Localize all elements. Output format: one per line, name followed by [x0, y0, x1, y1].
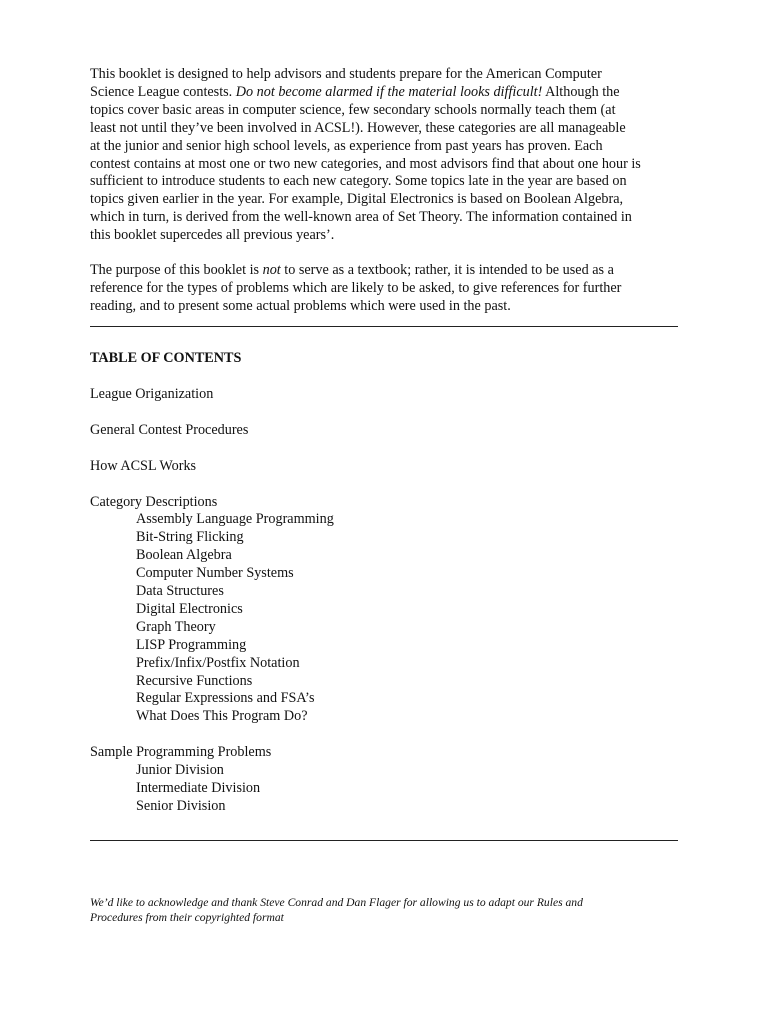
intro-text: Although the [542, 83, 620, 100]
table-of-contents [90, 386, 690, 816]
toc-subentry-division: Junior Division [136, 762, 224, 779]
toc-subentry-category: Bit-String Flicking [136, 529, 244, 546]
toc-entry-sample-programming-problems: Sample Programming Problems [90, 744, 272, 761]
purpose-paragraph [90, 262, 690, 316]
intro-line: topics cover basic areas in computer science, few secondary schools normally teach them (at [90, 101, 616, 118]
intro-line: at the junior and senior high school levels, as experience from past years has proven. Each [90, 137, 603, 154]
toc-subentry-category: Regular Expressions and FSA’s [136, 690, 315, 707]
toc-subentry-category: Graph Theory [136, 618, 216, 635]
intro-text: Science League contests. [90, 83, 236, 100]
intro-line: sufficient to introduce students to each new category. Some topics late in the year are based on [90, 173, 627, 190]
toc-subentry-division: Intermediate Division [136, 780, 261, 797]
toc-entry-league-organization: League Origanization [90, 385, 214, 402]
purpose-line: reference for the types of problems which are likely to be asked, to give references for further [90, 279, 622, 296]
intro-line: this booklet supercedes all previous years’. [90, 227, 335, 244]
intro-line [90, 84, 690, 102]
purpose-line [90, 262, 690, 280]
toc-subentry-category: Digital Electronics [136, 600, 243, 617]
toc-subentry-category: Boolean Algebra [136, 547, 232, 564]
acknowledgement-line: We’d like to acknowledge and thank Steve Conrad and Dan Flager for allowing us to adapt our Rules and [90, 895, 583, 909]
purpose-line: reading, and to present some actual problems which were used in the past. [90, 297, 511, 314]
toc-subentry-category: Computer Number Systems [136, 565, 294, 582]
toc-subentry-division: Senior Division [136, 798, 226, 814]
toc-entry-how-acsl-works: How ACSL Works [90, 457, 197, 474]
intro-paragraph [90, 66, 690, 245]
toc-entry-category-descriptions: Category Descriptions [90, 493, 218, 510]
intro-line: This booklet is designed to help advisors and students prepare for the American Computer [90, 66, 602, 82]
toc-heading: TABLE OF CONTENTS [90, 349, 242, 366]
acknowledgement-line: Procedures from their copyrighted format [90, 911, 284, 925]
intro-line: topics given earlier in the year. For example, Digital Electronics is based on Boolean Algebra, [90, 191, 624, 208]
intro-line: contest contains at most one or two new categories, and most advisors find that about one hour is [90, 155, 641, 172]
toc-subentry-category: LISP Programming [136, 636, 247, 653]
intro-line: which in turn, is derived from the well-known area of Set Theory. The information contained in [90, 209, 632, 226]
toc-subentry-category: Prefix/Infix/Postfix Notation [136, 654, 300, 671]
purpose-emphasis: not [262, 262, 281, 279]
purpose-text: The purpose of this booklet is [90, 262, 263, 279]
intro-emphasis: Do not become alarmed if the material looks difficult! [235, 83, 543, 100]
purpose-text: to serve as a textbook; rather, it is intended to be used as a [280, 262, 614, 279]
toc-subentry-category: What Does This Program Do? [136, 708, 308, 725]
horizontal-rule-bottom [90, 840, 678, 841]
acknowledgement-note [90, 895, 650, 926]
toc-subentry-category: Data Structures [136, 583, 224, 600]
intro-line: least not until they’ve been involved in ACSL!). However, these categories are all manageable [90, 119, 626, 136]
toc-subentry-category: Recursive Functions [136, 672, 253, 689]
horizontal-rule-top [90, 326, 678, 327]
document-page [90, 66, 690, 926]
toc-entry-general-contest-procedures: General Contest Procedures [90, 421, 249, 438]
toc-subentry-category: Assembly Language Programming [136, 511, 334, 528]
